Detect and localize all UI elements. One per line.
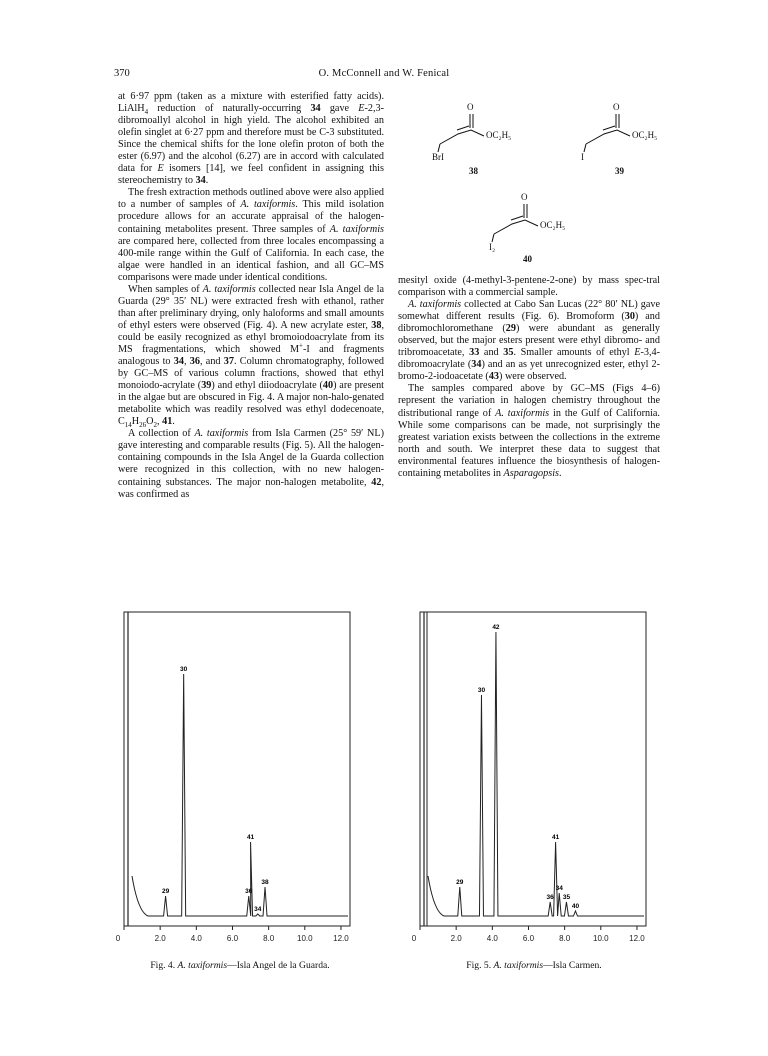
paragraph: at 6·97 ppm (taken as a mixture with esterified fatty acids). LiAlH$_4$ reduction of naturally-occurring 34 gave E-2,3-dibromoallyl alcohol in high yield. The alcohol exhibited an olefin singlet at 6·27 ppm and therefore must be C-3 substituted. Since the chemical shifts for the lone olefin proton of both the ester (6.97) and the alcohol (6.27) are in accord with calculated data for E isomers [14], we feel confident in assigning this stereochemistry to 34.	[118, 91, 385, 187]
peak-label: 40	[571, 903, 580, 910]
paragraph: When samples of A. taxiformis collected near Isla Angel de la Guarda (29° 35′ NL) were extracted fresh with ethanol, rather than after preliminary drying, only haloforms and small amounts of ethyl esters were observed (Fig. 4). A new acrylate ester, 38, could be easily recognized as ethyl bromoiodoacrylate from its MS fragmentations, which showed M+-I and fragments analogous to 34, 36, and 37. Column chromatography, followed by GC–MS of various column fractions, showed that ethyl monoiodo-acrylate (39) and ethyl diiodoacrylate (40) are present in the algae but are obscured in Fig. 4. A major non-halo-genated metabolite which was readily resolved was ethyl dodecenoate, $C_{14}H_{26}O_2$, 41.	[118, 283, 385, 430]
x-tick-label: 12.0	[629, 934, 645, 943]
peak-label: 38	[261, 879, 269, 886]
paragraph: mesityl oxide (4-methyl-3-pentene-2-one) by mass spec-tral comparison with a commercial sample.	[398, 275, 660, 299]
paragraph: A. taxiformis collected at Cabo San Lucas (22° 80′ NL) gave somewhat different results (Fig. 6). Bromoform (30) and dibromochloromethane (29) were abundant as generally observed, but the major esters present were ethyl dibromo- and tribromoacetate, 33 and 35. Smaller amounts of ethyl E-3,4-dibromoacrylate (34) and an as yet unrecognized ester, ethyl 2-bromo-2-iodoacetate (43) were observed.	[398, 299, 661, 383]
plot-frame	[124, 612, 350, 926]
chromatogram-trace	[428, 632, 644, 916]
structure-38: O OC₂H₅ BrI 38	[432, 102, 512, 176]
structure-39: O OC₂H₅ I 39	[581, 102, 658, 176]
x-tick-label: 10.0	[593, 934, 609, 943]
x-tick-label: 2.0	[154, 934, 166, 943]
x-tick-label: 10.0	[297, 934, 313, 943]
x-tick-label: 8.0	[263, 934, 275, 943]
x-tick-label: 4.0	[190, 934, 202, 943]
peak-label: 30	[477, 687, 486, 694]
figure-caption: Fig. 5. A. taxiformis—Isla Carmen.	[466, 960, 602, 971]
peak-label: 29	[456, 879, 464, 886]
peak-label: 30	[180, 666, 188, 673]
x-tick-label: 0	[411, 934, 417, 943]
page-number: 370	[114, 68, 130, 79]
chromatogram-fig-5	[408, 608, 658, 948]
x-tick-label: 6.0	[226, 934, 239, 943]
peak-label: 41	[246, 834, 255, 841]
figure-caption: Fig. 4. A. taxiformis—Isla Angel de la Guarda.	[150, 960, 330, 971]
peak-label: 36	[546, 894, 554, 901]
peak-label: 42	[492, 624, 500, 631]
plot-frame	[420, 612, 646, 926]
paragraph: The samples compared above by GC–MS (Figs 4–6) represent the variation in halogen chemistry throughout the distributional range of A. taxiformis in the Gulf of California. While some comparisons can be made, not surprisingly the greatest variation exists between the collections in the extreme north and south. We interpret these data to suggest that environmental features influence the biosynthesis of halogen-containing metabolites in Asparagopsis.	[398, 383, 660, 479]
x-tick-label: 2.0	[450, 934, 462, 943]
running-head: O. McConnell and W. Fenical	[318, 68, 450, 79]
peak-label: 29	[161, 888, 170, 895]
x-tick-label: 8.0	[559, 934, 571, 943]
chromatogram-svg	[112, 608, 362, 948]
x-tick-label: 6.0	[522, 934, 535, 943]
peak-label: 35	[562, 894, 571, 901]
paragraph: The fresh extraction methods outlined above were also applied to a number of samples of A. taxiformis. This mild isolation procedure allows for an accurate appraisal of the halogen-containing metabolites present. Three samples of A. taxiformis are compared here, collected from three locales encompassing a 400-mile range within the Gulf of California. In each case, the algae were handled in an identical fashion, and all GC–MS comparisons were made under identical conditions.	[118, 187, 384, 283]
x-tick-label: 0	[115, 934, 121, 943]
structure-40: O OC₂H₅ I₂ 40	[489, 192, 566, 264]
left-column	[118, 91, 384, 501]
x-tick-label: 4.0	[486, 934, 498, 943]
peak-label: 34	[555, 885, 563, 892]
peak-label: 34	[254, 906, 262, 913]
peak-label: 36	[245, 888, 253, 895]
chromatogram-fig-4	[112, 608, 362, 948]
right-column	[398, 275, 660, 480]
paragraph: A collection of A. taxiformis from Isla Carmen (25° 59′ NL) gave interesting and comparable results (Fig. 5). All the halogen-containing compounds in the Isla Angel de la Guarda collection were recognized in this collection, with no new halogen-containing substances. The major non-halogen metabolite, 42, was confirmed as	[118, 428, 385, 500]
chromatogram-svg	[408, 608, 658, 948]
x-tick-label: 12.0	[333, 934, 349, 943]
chromatogram-trace	[132, 674, 348, 916]
peak-label: 41	[551, 834, 560, 841]
